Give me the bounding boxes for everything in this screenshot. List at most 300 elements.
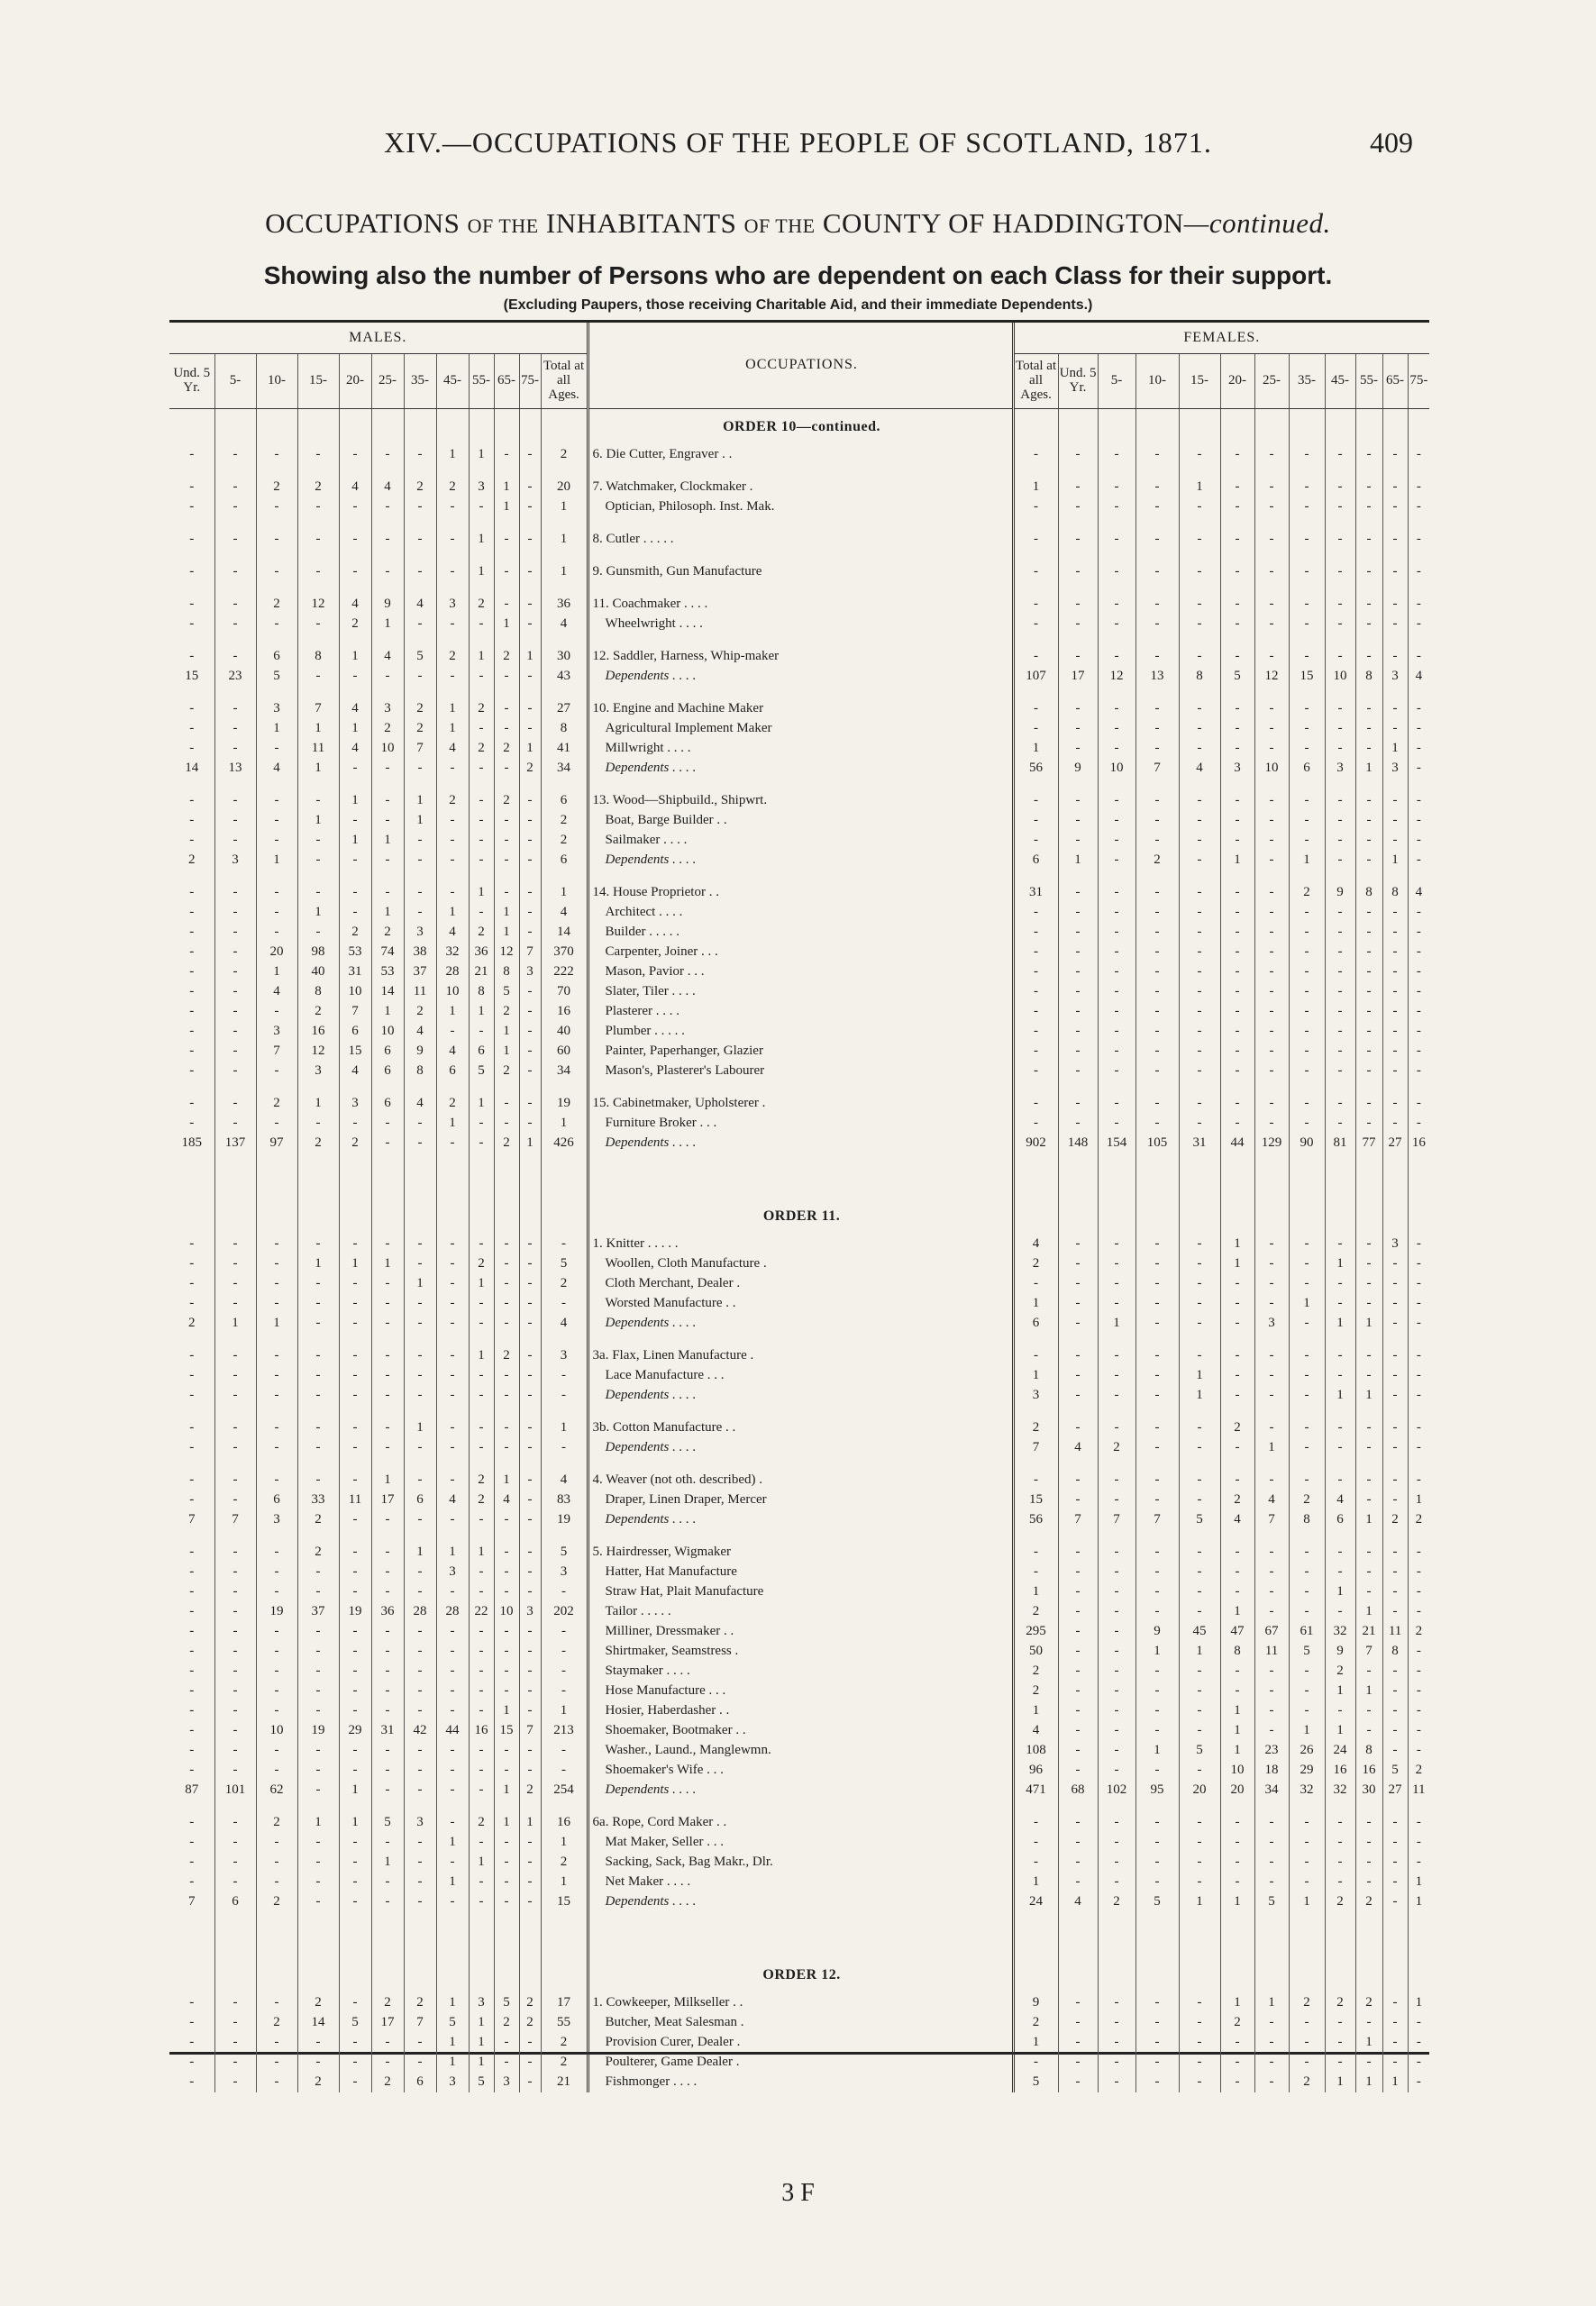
empty-cell — [1013, 1334, 1058, 1346]
female-value-cell: - — [1325, 903, 1355, 923]
male-value-cell: 23 — [214, 667, 256, 687]
empty-cell — [519, 1957, 541, 1993]
male-value-cell: - — [519, 1701, 541, 1721]
empty-cell — [1135, 1153, 1179, 1199]
male-value-cell: - — [297, 1781, 339, 1800]
female-value-cell: - — [1179, 1873, 1220, 1892]
male-value-cell: 55 — [541, 2013, 588, 2033]
empty-cell — [541, 1081, 588, 1094]
empty-cell — [1382, 1912, 1408, 1957]
female-value-cell: - — [1355, 595, 1382, 615]
male-value-cell: 28 — [436, 1602, 469, 1622]
female-value-cell: - — [1325, 831, 1355, 851]
empty-cell — [469, 1800, 494, 1813]
empty-cell — [1220, 1458, 1254, 1471]
female-value-cell: - — [1254, 562, 1289, 582]
male-value-cell: - — [469, 1386, 494, 1406]
male-value-cell: - — [214, 1062, 256, 1081]
female-value-cell: - — [1135, 1721, 1179, 1741]
empty-cell — [469, 1081, 494, 1094]
female-value-cell: 2 — [1289, 883, 1325, 903]
empty-cell — [436, 1957, 469, 1993]
empty-cell — [1220, 870, 1254, 883]
occupation-label: Lace Manufacture . . . — [588, 1366, 1013, 1386]
empty-cell — [339, 1800, 371, 1813]
empty-cell — [1058, 465, 1098, 478]
female-value-cell: - — [1220, 962, 1254, 982]
female-col-header: 20- — [1220, 354, 1254, 409]
female-value-cell: 1 — [1355, 1510, 1382, 1530]
female-value-cell: - — [1058, 1114, 1098, 1134]
male-value-cell: 1 — [494, 478, 519, 497]
female-value-cell: - — [1254, 1094, 1289, 1114]
spacer-row — [169, 465, 1429, 478]
female-value-cell: 2 — [1325, 1993, 1355, 2013]
male-value-cell: - — [214, 1543, 256, 1563]
female-value-cell: - — [1254, 478, 1289, 497]
female-value-cell: - — [1254, 1366, 1289, 1386]
male-value-cell: - — [494, 1642, 519, 1662]
empty-cell — [436, 517, 469, 530]
male-value-cell: - — [469, 1235, 494, 1254]
female-value-cell: - — [1135, 1042, 1179, 1062]
male-value-cell: 2 — [256, 1813, 297, 1833]
male-value-cell: - — [214, 1761, 256, 1781]
male-value-cell: - — [494, 1235, 519, 1254]
female-value-cell: 5 — [1289, 1642, 1325, 1662]
empty-cell — [1179, 1800, 1220, 1813]
male-value-cell: - — [297, 1853, 339, 1873]
male-value-cell: - — [297, 615, 339, 634]
empty-cell — [404, 1153, 436, 1199]
occupation-label: Dependents . . . . — [588, 851, 1013, 870]
empty-cell — [469, 1199, 494, 1235]
female-value-cell: - — [1013, 1094, 1058, 1114]
male-value-cell: - — [214, 647, 256, 667]
female-value-cell: - — [1135, 1853, 1179, 1873]
empty-cell — [1135, 1800, 1179, 1813]
empty-cell — [494, 550, 519, 562]
male-value-cell: - — [189, 1855, 195, 1870]
male-value-cell: - — [339, 1510, 371, 1530]
occupation-label: Dependents . . . . — [588, 667, 1013, 687]
female-value-cell: - — [1408, 1438, 1429, 1458]
female-value-cell: - — [1289, 1682, 1325, 1701]
female-value-cell: 1 — [1220, 1235, 1254, 1254]
male-value-cell: 19 — [339, 1602, 371, 1622]
spacer-row — [169, 1334, 1429, 1346]
female-value-cell: - — [1220, 445, 1254, 465]
female-value-cell: - — [1058, 1582, 1098, 1602]
male-value-cell: - — [297, 1114, 339, 1134]
male-value-cell: - — [371, 1274, 404, 1294]
female-value-cell: 1 — [1013, 478, 1058, 497]
female-value-cell: 1 — [1355, 759, 1382, 779]
female-value-cell: - — [1254, 1662, 1289, 1682]
female-value-cell: - — [1058, 1833, 1098, 1853]
male-value-cell: 4 — [339, 595, 371, 615]
male-value-cell: - — [494, 759, 519, 779]
female-value-cell: - — [1408, 1294, 1429, 1314]
empty-cell — [1179, 1458, 1220, 1471]
empty-cell — [1058, 1458, 1098, 1471]
male-value-cell: - — [436, 851, 469, 870]
empty-cell — [1098, 634, 1135, 647]
male-value-cell: 28 — [436, 962, 469, 982]
male-value-cell: - — [256, 1254, 297, 1274]
female-value-cell: - — [1135, 1002, 1179, 1022]
male-value-cell: 3 — [541, 1563, 588, 1582]
female-value-cell: 1 — [1325, 1254, 1355, 1274]
female-value-cell: 3 — [1382, 667, 1408, 687]
order-heading-row — [169, 1199, 1429, 1235]
empty-cell — [1408, 465, 1429, 478]
male-value-cell: - — [519, 1386, 541, 1406]
male-value-cell: - — [371, 851, 404, 870]
female-value-cell: - — [1325, 1022, 1355, 1042]
female-value-cell: - — [1013, 1853, 1058, 1873]
female-value-cell: - — [1382, 478, 1408, 497]
male-value-cell: - — [494, 1438, 519, 1458]
male-value-cell: 60 — [541, 1042, 588, 1062]
empty-cell — [1254, 1458, 1289, 1471]
empty-cell — [494, 870, 519, 883]
female-value-cell: - — [1408, 1366, 1429, 1386]
male-value-cell: - — [256, 811, 297, 831]
male-value-cell: 8 — [404, 1062, 436, 1081]
male-value-cell: - — [519, 1002, 541, 1022]
female-value-cell: 4 — [1408, 667, 1429, 687]
empty-cell — [541, 1800, 588, 1813]
male-value-cell: 1 — [519, 739, 541, 759]
female-value-cell: - — [1179, 1254, 1220, 1274]
female-value-cell: - — [1058, 2013, 1098, 2033]
female-value-cell: - — [1058, 1642, 1098, 1662]
female-value-cell: - — [1135, 1471, 1179, 1490]
empty-cell — [469, 409, 494, 446]
table-row — [169, 719, 1429, 739]
female-value-cell: - — [1254, 791, 1289, 811]
female-value-cell: - — [1098, 2013, 1135, 2033]
female-value-cell: 17 — [1058, 667, 1098, 687]
male-value-cell: 2 — [519, 759, 541, 779]
subtitle-of-2: OF THE — [743, 214, 816, 237]
female-value-cell: - — [1098, 647, 1135, 667]
empty-cell — [256, 1334, 297, 1346]
female-value-cell: - — [1289, 1114, 1325, 1134]
male-value-cell: 1 — [214, 1314, 256, 1334]
male-value-cell: - — [189, 1096, 195, 1111]
male-value-cell: - — [404, 667, 436, 687]
female-value-cell: - — [1098, 1471, 1135, 1490]
female-value-cell: - — [1179, 719, 1220, 739]
male-value-cell: - — [519, 445, 541, 465]
empty-cell — [169, 1530, 214, 1543]
female-value-cell: - — [1325, 1543, 1355, 1563]
female-value-cell: - — [1355, 1833, 1382, 1853]
empty-cell — [339, 409, 371, 446]
empty-cell — [1289, 1334, 1325, 1346]
empty-cell — [1013, 1912, 1058, 1957]
empty-cell — [1289, 1458, 1325, 1471]
female-value-cell: - — [1179, 851, 1220, 870]
female-value-cell: - — [1013, 647, 1058, 667]
table-row — [169, 1682, 1429, 1701]
male-value-cell: - — [494, 1418, 519, 1438]
female-value-cell: - — [1382, 530, 1408, 550]
female-value-cell: - — [1408, 530, 1429, 550]
female-value-cell: - — [1355, 1813, 1382, 1833]
empty-cell — [436, 1458, 469, 1471]
male-value-cell: - — [494, 1662, 519, 1682]
female-value-cell: - — [1325, 595, 1355, 615]
male-value-cell: - — [214, 595, 256, 615]
male-value-cell: 2 — [469, 1254, 494, 1274]
male-value-cell: - — [214, 1642, 256, 1662]
male-value-cell: - — [404, 1134, 436, 1153]
female-value-cell: - — [1325, 811, 1355, 831]
male-value-cell: - — [436, 1471, 469, 1490]
male-value-cell: 1 — [494, 1701, 519, 1721]
female-value-cell: - — [1289, 811, 1325, 831]
table-row — [169, 615, 1429, 634]
male-value-cell: - — [339, 1582, 371, 1602]
male-value-cell: 1 — [436, 1543, 469, 1563]
showing-note: Showing also the number of Persons who are dependent on each Class for their support. — [263, 261, 1333, 289]
male-value-cell: 3 — [436, 595, 469, 615]
male-value-cell: - — [371, 1892, 404, 1912]
female-value-cell: - — [1382, 1813, 1408, 1833]
female-value-cell: - — [1325, 699, 1355, 719]
male-value-cell: 1 — [469, 562, 494, 582]
male-value-cell: 21 — [541, 2073, 588, 2092]
male-col-header: Und. 5 Yr. — [169, 354, 214, 409]
males-header: MALES. — [169, 323, 588, 354]
empty-cell — [256, 409, 297, 446]
male-value-cell: - — [494, 1114, 519, 1134]
female-value-cell: - — [1220, 1274, 1254, 1294]
table-row — [169, 1062, 1429, 1081]
male-value-cell: - — [519, 1114, 541, 1134]
female-value-cell: - — [1098, 1094, 1135, 1114]
male-value-cell: 4 — [404, 1094, 436, 1114]
empty-cell — [1254, 582, 1289, 595]
male-value-cell: 4 — [404, 1022, 436, 1042]
female-value-cell: - — [1013, 903, 1058, 923]
male-value-cell: - — [214, 1833, 256, 1853]
male-value-cell: - — [494, 699, 519, 719]
female-value-cell: 2 — [1220, 2013, 1254, 2033]
occupation-label: Shirtmaker, Seamstress . — [588, 1642, 1013, 1662]
empty-cell — [436, 582, 469, 595]
male-value-cell: - — [189, 1663, 195, 1679]
empty-cell — [297, 687, 339, 699]
empty-cell — [1135, 517, 1179, 530]
female-value-cell: - — [1220, 497, 1254, 517]
female-value-cell: 3 — [1013, 1386, 1058, 1406]
empty-cell — [436, 1406, 469, 1418]
male-value-cell: - — [404, 1386, 436, 1406]
male-value-cell: - — [371, 562, 404, 582]
empty-cell — [1013, 687, 1058, 699]
female-value-cell: - — [1408, 1602, 1429, 1622]
male-value-cell: - — [189, 885, 195, 900]
table-row — [169, 1002, 1429, 1022]
female-value-cell: 1 — [1325, 1682, 1355, 1701]
female-value-cell: - — [1325, 1438, 1355, 1458]
female-value-cell: - — [1289, 699, 1325, 719]
female-value-cell: 1 — [1135, 1642, 1179, 1662]
male-value-cell: - — [371, 1386, 404, 1406]
excluding-note: (Excluding Paupers, those receiving Charitable Aid, and their immediate Dependents.) — [503, 297, 1093, 313]
female-value-cell: 4 — [1179, 759, 1220, 779]
male-value-cell: - — [436, 1813, 469, 1833]
female-value-cell: - — [1058, 2053, 1098, 2073]
female-value-cell: 77 — [1355, 1134, 1382, 1153]
empty-cell — [297, 779, 339, 791]
empty-cell — [1289, 870, 1325, 883]
empty-cell — [1325, 1530, 1355, 1543]
occupation-label: Net Maker . . . . — [588, 1873, 1013, 1892]
male-value-cell: 1 — [469, 2033, 494, 2053]
female-value-cell: - — [1013, 445, 1058, 465]
empty-cell — [256, 870, 297, 883]
occupation-label: Plasterer . . . . — [588, 1002, 1013, 1022]
male-value-cell: - — [297, 1563, 339, 1582]
male-value-cell: 10 — [494, 1602, 519, 1622]
male-value-cell: - — [297, 851, 339, 870]
table-row — [169, 923, 1429, 943]
male-value-cell: 1 — [371, 1471, 404, 1490]
empty-cell — [1382, 1406, 1408, 1418]
female-value-cell: 2 — [1408, 1510, 1429, 1530]
table-row — [169, 1471, 1429, 1490]
male-value-cell: - — [339, 562, 371, 582]
female-value-cell: - — [1325, 2013, 1355, 2033]
female-value-cell: - — [1382, 1582, 1408, 1602]
female-value-cell: - — [1408, 2033, 1429, 2053]
empty-cell — [297, 582, 339, 595]
empty-cell — [494, 1199, 519, 1235]
empty-cell — [1325, 1406, 1355, 1418]
male-value-cell: 2 — [494, 2013, 519, 2033]
male-value-cell: - — [404, 2053, 436, 2073]
male-value-cell: 4 — [256, 759, 297, 779]
empty-cell — [339, 1199, 371, 1235]
female-value-cell: - — [1058, 883, 1098, 903]
female-value-cell: - — [1382, 1094, 1408, 1114]
female-value-cell: - — [1179, 1563, 1220, 1582]
female-value-cell: - — [1408, 851, 1429, 870]
female-value-cell: 81 — [1325, 1134, 1355, 1153]
empty-cell — [1135, 687, 1179, 699]
female-value-cell: - — [1355, 1022, 1382, 1042]
female-value-cell: - — [1179, 791, 1220, 811]
empty-cell — [256, 582, 297, 595]
female-value-cell: - — [1254, 811, 1289, 831]
male-value-cell: - — [297, 530, 339, 550]
male-value-cell: - — [214, 1853, 256, 1873]
empty-cell — [469, 634, 494, 647]
empty-cell — [1382, 1800, 1408, 1813]
female-value-cell: 1 — [1013, 1294, 1058, 1314]
female-value-cell: 7 — [1013, 1438, 1058, 1458]
male-value-cell: - — [189, 1995, 195, 2010]
female-value-cell: - — [1135, 562, 1179, 582]
male-value-cell: 1 — [541, 1833, 588, 1853]
female-value-cell: 2 — [1355, 1993, 1382, 2013]
empty-cell — [1289, 409, 1325, 446]
female-value-cell: - — [1058, 1682, 1098, 1701]
female-value-cell: - — [1220, 699, 1254, 719]
empty-cell — [519, 1800, 541, 1813]
empty-cell — [1355, 687, 1382, 699]
female-value-cell: - — [1408, 831, 1429, 851]
male-value-cell: - — [371, 1314, 404, 1334]
empty-cell — [214, 517, 256, 530]
female-value-cell: - — [1408, 1741, 1429, 1761]
empty-cell — [1013, 870, 1058, 883]
male-value-cell: - — [519, 1294, 541, 1314]
male-value-cell: - — [519, 1418, 541, 1438]
male-value-cell: 30 — [541, 647, 588, 667]
female-value-cell: - — [1254, 1042, 1289, 1062]
male-value-cell: - — [541, 1366, 588, 1386]
male-value-cell: - — [297, 1294, 339, 1314]
female-value-cell: - — [1382, 1366, 1408, 1386]
male-value-cell: 17 — [371, 1490, 404, 1510]
female-value-cell: - — [1382, 1682, 1408, 1701]
female-value-cell: - — [1408, 562, 1429, 582]
male-value-cell: - — [494, 1510, 519, 1530]
male-value-cell: - — [519, 2073, 541, 2092]
male-value-cell: - — [189, 1388, 195, 1403]
male-value-cell: 37 — [297, 1602, 339, 1622]
female-value-cell: - — [1179, 943, 1220, 962]
female-value-cell: - — [1382, 982, 1408, 1002]
empty-cell — [1013, 409, 1058, 446]
male-value-cell: 16 — [541, 1002, 588, 1022]
male-value-cell: - — [469, 719, 494, 739]
table-row — [169, 1892, 1429, 1912]
female-value-cell: - — [1179, 1813, 1220, 1833]
female-value-cell: - — [1382, 445, 1408, 465]
empty-cell — [1058, 634, 1098, 647]
empty-cell — [1254, 550, 1289, 562]
female-value-cell: - — [1220, 1438, 1254, 1458]
female-value-cell: 27 — [1382, 1781, 1408, 1800]
empty-cell — [1013, 582, 1058, 595]
empty-cell — [436, 870, 469, 883]
male-value-cell: - — [297, 2033, 339, 2053]
occupation-label: 15. Cabinetmaker, Upholsterer . — [588, 1094, 1013, 1114]
empty-cell — [1135, 1530, 1179, 1543]
male-value-cell: - — [371, 1781, 404, 1800]
male-value-cell: - — [494, 2033, 519, 2053]
male-value-cell: - — [214, 962, 256, 982]
male-value-cell: - — [519, 923, 541, 943]
occupation-label: Provision Curer, Dealer . — [588, 2033, 1013, 2053]
empty-cell — [1289, 550, 1325, 562]
empty-cell — [339, 687, 371, 699]
male-value-cell: - — [541, 1642, 588, 1662]
female-value-cell: - — [1135, 478, 1179, 497]
empty-cell — [371, 550, 404, 562]
empty-cell — [1220, 465, 1254, 478]
male-value-cell: - — [541, 1662, 588, 1682]
male-value-cell: 3 — [541, 1346, 588, 1366]
male-value-cell: - — [436, 1642, 469, 1662]
